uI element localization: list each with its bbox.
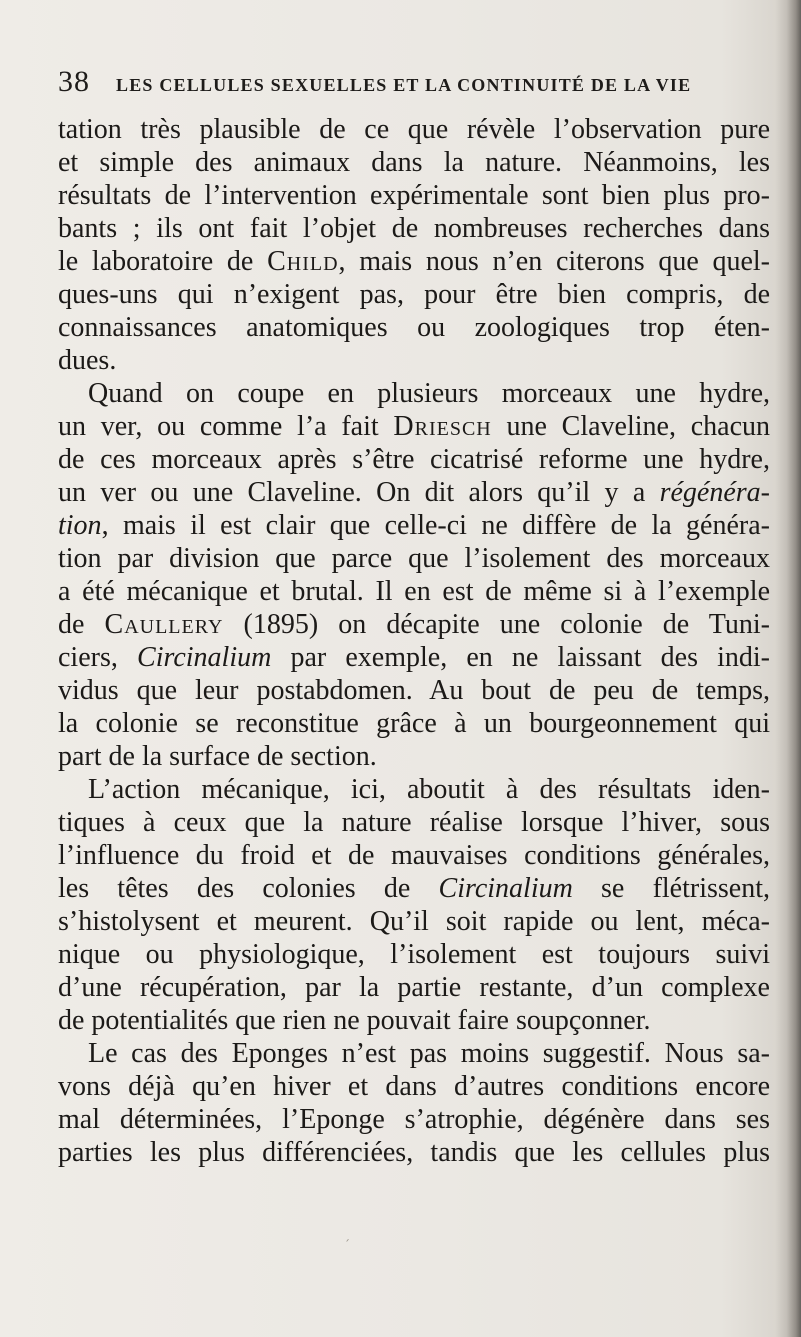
- author-name: Driesch: [393, 411, 492, 442]
- text-line: [58, 542, 770, 575]
- text-line: [58, 344, 770, 377]
- text-run: Le cas des Eponges n’est pas moins suggestif. Nous sa-: [88, 1038, 770, 1069]
- text-run: ciers,: [58, 642, 138, 673]
- text-line: [58, 839, 770, 872]
- text-run: le laboratoire de: [58, 246, 268, 277]
- print-speck-mark: ˊ: [344, 1238, 350, 1252]
- text-line: [58, 377, 770, 410]
- text-run: (1895) on décapite une colonie de Tuni-: [223, 609, 770, 640]
- text-run: la colonie se reconstitue grâce à un bourgeonnement qui: [58, 708, 770, 739]
- text-line: [58, 641, 770, 674]
- text-run: un ver ou une Claveline. On dit alors qu’il y a: [58, 477, 660, 508]
- text-line: [58, 575, 770, 608]
- text-run: de ces morceaux après s’être cicatrisé reforme une hydre,: [58, 444, 770, 475]
- text-run: bants ; ils ont fait l’objet de nombreuses recherches dans: [58, 213, 770, 244]
- text-run: vidus que leur postabdomen. Au bout de peu de temps,: [58, 675, 770, 706]
- body-text: [58, 113, 770, 1169]
- text-line: [58, 146, 770, 179]
- text-line: [58, 674, 770, 707]
- text-line: [58, 608, 770, 641]
- text-line: [58, 938, 770, 971]
- text-run: et simple des animaux dans la nature. Néanmoins, les: [58, 147, 770, 178]
- text-run: ques-uns qui n’exigent pas, pour être bien compris, de: [58, 279, 770, 310]
- text-line: [58, 1004, 770, 1037]
- text-line: [58, 740, 770, 773]
- text-line: [58, 1070, 770, 1103]
- author-name: Caullery: [104, 609, 224, 640]
- italic-term: Circinalium: [438, 873, 573, 904]
- text-run: part de la surface de section.: [58, 741, 377, 772]
- italic-term: tion: [58, 510, 102, 541]
- running-head: [58, 64, 778, 104]
- text-line: [58, 476, 770, 509]
- text-line: [58, 212, 770, 245]
- author-name: Child: [267, 246, 339, 277]
- text-run: d’une récupération, par la partie restante, d’un complexe: [58, 972, 770, 1003]
- italic-term: régénéra-: [659, 477, 770, 508]
- text-run: un ver, ou comme l’a fait: [58, 411, 394, 442]
- page-edge-shadow: [775, 0, 801, 1337]
- text-run: mal déterminées, l’Eponge s’atrophie, dégénère dans ses: [58, 1104, 770, 1135]
- text-run: Quand on coupe en plusieurs morceaux une hydre,: [88, 378, 770, 409]
- text-line: [58, 443, 770, 476]
- text-run: nique ou physiologique, l’isolement est toujours suivi: [58, 939, 770, 970]
- text-line: [58, 311, 770, 344]
- text-run: se flétrissent,: [572, 873, 770, 904]
- text-run: , mais nous n’en citerons que quel-: [338, 246, 770, 277]
- text-line: [58, 509, 770, 542]
- text-run: tiques à ceux que la nature réalise lorsque l’hiver, sous: [58, 807, 770, 838]
- text-run: tion par division que parce que l’isolement des morceaux: [58, 543, 770, 574]
- text-run: connaissances anatomiques ou zoologiques trop éten-: [58, 312, 770, 343]
- text-run: une Claveline, chacun: [491, 411, 770, 442]
- page-number: 38: [58, 65, 90, 98]
- text-line: [58, 872, 770, 905]
- text-line: [58, 806, 770, 839]
- text-run: résultats de l’intervention expérimentale sont bien plus pro-: [58, 180, 770, 211]
- text-line: [58, 278, 770, 311]
- text-run: tation très plausible de ce que révèle l’observation pure: [58, 114, 770, 145]
- text-run: les têtes des colonies de: [58, 873, 439, 904]
- text-run: l’influence du froid et de mauvaises conditions générales,: [58, 840, 770, 871]
- text-line: [58, 1103, 770, 1136]
- text-run: s’histolysent et meurent. Qu’il soit rapide ou lent, méca-: [58, 906, 770, 937]
- running-title: LES CELLULES SEXUELLES ET LA CONTINUITÉ DE LA VIE: [116, 75, 692, 95]
- text-line: [58, 707, 770, 740]
- text-line: [58, 245, 770, 278]
- text-line: [58, 113, 770, 146]
- text-run: vons déjà qu’en hiver et dans d’autres conditions encore: [58, 1071, 770, 1102]
- text-run: a été mécanique et brutal. Il en est de même si à l’exemple: [58, 576, 770, 607]
- text-run: de: [58, 609, 105, 640]
- text-line: [58, 773, 770, 806]
- text-line: [58, 1037, 770, 1070]
- text-run: , mais il est clair que celle-ci ne diffère de la généra-: [101, 510, 770, 541]
- text-run: parties les plus différenciées, tandis que les cellules plus: [58, 1137, 770, 1168]
- text-run: L’action mécanique, ici, aboutit à des résultats iden-: [88, 774, 770, 805]
- text-run: de potentialités que rien ne pouvait faire soupçonner.: [58, 1005, 651, 1036]
- text-line: [58, 410, 770, 443]
- text-line: [58, 905, 770, 938]
- italic-term: Circinalium: [137, 642, 272, 673]
- text-line: [58, 1136, 770, 1169]
- text-run: dues.: [58, 345, 117, 376]
- text-run: par exemple, en ne laissant des indi-: [271, 642, 770, 673]
- text-line: [58, 971, 770, 1004]
- text-line: [58, 179, 770, 212]
